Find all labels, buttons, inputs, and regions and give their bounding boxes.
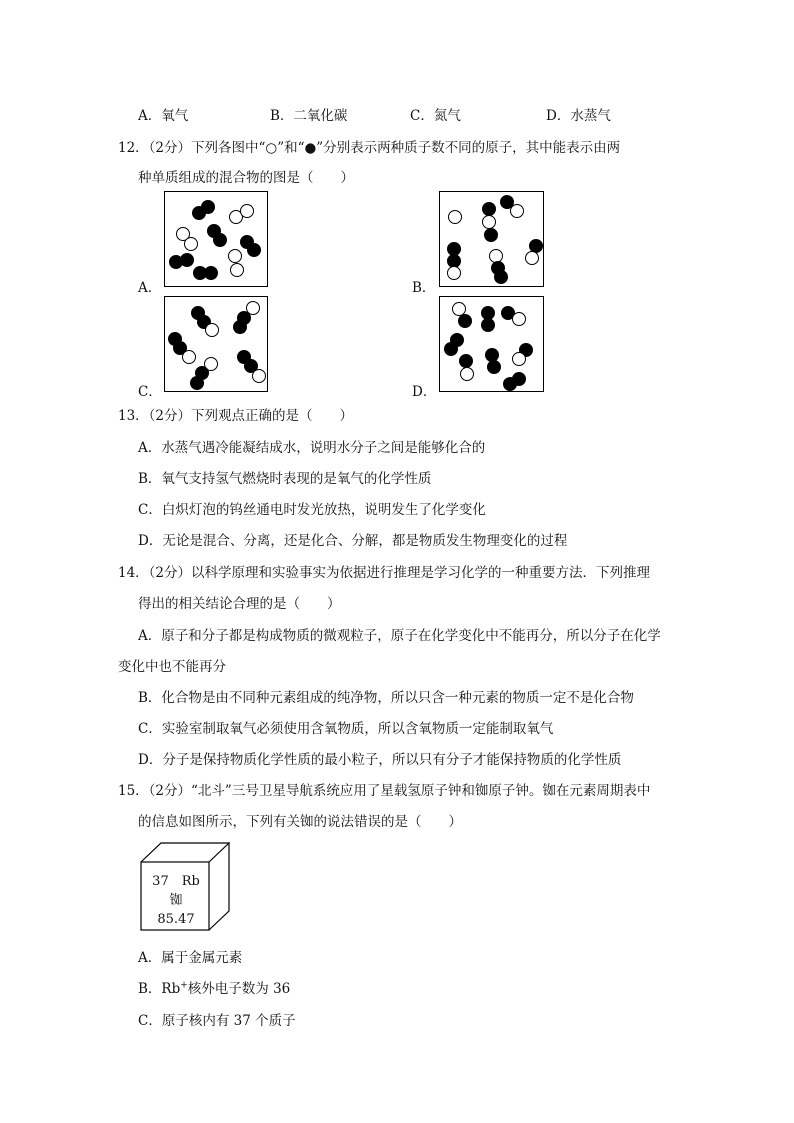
white-atom	[461, 368, 474, 381]
white-atom	[513, 313, 526, 326]
q15-option-b-suffix: 核外电子数为 36	[187, 981, 291, 997]
atomic-mass: 85.47	[157, 912, 195, 927]
q12-diagram-b	[439, 191, 544, 287]
q14-option-c: C．实验室制取氧气必须使用含氧物质，所以含氧物质一定能制取氧气	[138, 721, 554, 737]
white-atom	[231, 264, 244, 277]
q13-stem: 13．（2分）下列观点正确的是（ ）	[118, 408, 354, 424]
black-atom	[530, 240, 543, 253]
white-atom	[253, 370, 266, 383]
white-atom	[449, 211, 462, 224]
black-atom	[191, 377, 204, 390]
q12-label-a: A．	[138, 280, 162, 296]
q12-label-d: D．	[412, 384, 437, 400]
black-atom	[234, 321, 247, 334]
white-atom	[490, 250, 503, 263]
white-atom	[448, 267, 461, 280]
diagram-b-particles	[440, 192, 545, 288]
q13-option-b: B．氧气支持氢气燃烧时表现的是氧气的化学性质	[138, 471, 432, 487]
q11-option-b: B．二氧化碳	[270, 108, 348, 124]
q12-diagram-a	[164, 191, 268, 287]
q14-option-a-line2: 变化中也不能再分	[118, 659, 226, 675]
q11-option-d: D．水蒸气	[546, 108, 611, 124]
white-atom	[206, 324, 219, 337]
element-cube	[140, 842, 230, 932]
black-atom	[482, 319, 495, 332]
black-atom	[214, 234, 227, 247]
diagram-c-particles	[165, 297, 269, 393]
q15-option-b	[138, 977, 290, 997]
diagram-d-particles	[440, 297, 545, 393]
white-atom	[483, 216, 496, 229]
black-atom	[460, 355, 473, 368]
black-atom	[445, 343, 458, 356]
q14-stem-line2: 得出的相关结论合理的是（ ）	[138, 596, 341, 612]
element-info	[146, 872, 206, 929]
q15-stem-line2: 的信息如图所示，下列有关铷的说法错误的是（ ）	[138, 814, 462, 830]
black-atom	[181, 254, 194, 267]
q15-option-c: C．原子核内有 37 个质子	[138, 1013, 296, 1029]
q13-option-a: A．水蒸气遇冷能凝结成水，说明水分子之间是能够化合的	[138, 440, 486, 456]
q12-diagram-c	[164, 296, 268, 392]
white-atom	[247, 302, 260, 315]
element-name: 铷	[169, 893, 183, 908]
black-atom	[486, 349, 499, 362]
black-atom	[202, 201, 215, 214]
diagram-a-particles	[165, 192, 269, 288]
black-atom	[501, 196, 514, 209]
q12-stem-line2: 种单质组成的混合物的图是（ ）	[138, 170, 354, 186]
white-atom	[511, 205, 524, 218]
black-atom	[488, 361, 501, 374]
q12-diagram-d	[439, 296, 544, 392]
atomic-number-symbol: 37 Rb	[152, 874, 200, 889]
black-atom	[482, 307, 495, 320]
q11-option-a: A．氧气	[138, 108, 189, 124]
white-atom	[453, 303, 466, 316]
q14-option-b: B．化合物是由不同种元素组成的纯净物，所以只含一种元素的物质一定不是化合物	[138, 690, 634, 706]
q15-stem-line1: 15．（2分）“北斗”三号卫星导航系统应用了星载氢原子钟和铷原子钟。铷在元素周期表中	[118, 783, 651, 799]
black-atom	[248, 244, 261, 257]
q12-label-c: C．	[138, 384, 162, 400]
black-atom	[504, 378, 517, 391]
q12-stem-line1: 12．（2分）下列各图中“○”和“●”分别表示两种质子数不同的原子，其中能表示由两	[118, 140, 621, 156]
q14-option-d: D．分子是保持物质化学性质的最小粒子，所以只有分子才能保持物质的化学性质	[138, 752, 622, 768]
black-atom	[485, 229, 498, 242]
black-atom	[495, 271, 508, 284]
black-atom	[483, 203, 496, 216]
black-atom	[459, 315, 472, 328]
white-atom	[526, 252, 539, 265]
white-atom	[229, 250, 242, 263]
q13-option-d: D．无论是混合、分离，还是化合、分解，都是物质发生物理变化的过程	[138, 533, 568, 549]
black-atom	[448, 255, 461, 268]
q14-option-a-line1: A．原子和分子都是构成物质的微观粒子，原子在化学变化中不能再分，所以分子在化学	[138, 628, 661, 644]
q14-stem-line1: 14．（2分）以科学原理和实验事实为依据进行推理是学习化学的一种重要方法．下列推理	[118, 565, 651, 581]
q15-option-b-prefix: B．Rb	[138, 981, 181, 997]
q11-option-c: C．氮气	[410, 108, 461, 124]
charge-superscript: +	[180, 980, 188, 991]
black-atom	[205, 267, 218, 280]
black-atom	[448, 243, 461, 256]
q12-label-b: B．	[412, 280, 436, 296]
white-atom	[241, 205, 254, 218]
white-atom	[513, 353, 526, 366]
q13-option-c: C．白炽灯泡的钨丝通电时发光放热，说明发生了化学变化	[138, 502, 486, 518]
white-atom	[185, 238, 198, 251]
white-atom	[183, 351, 196, 364]
q15-option-a: A．属于金属元素	[138, 950, 243, 966]
